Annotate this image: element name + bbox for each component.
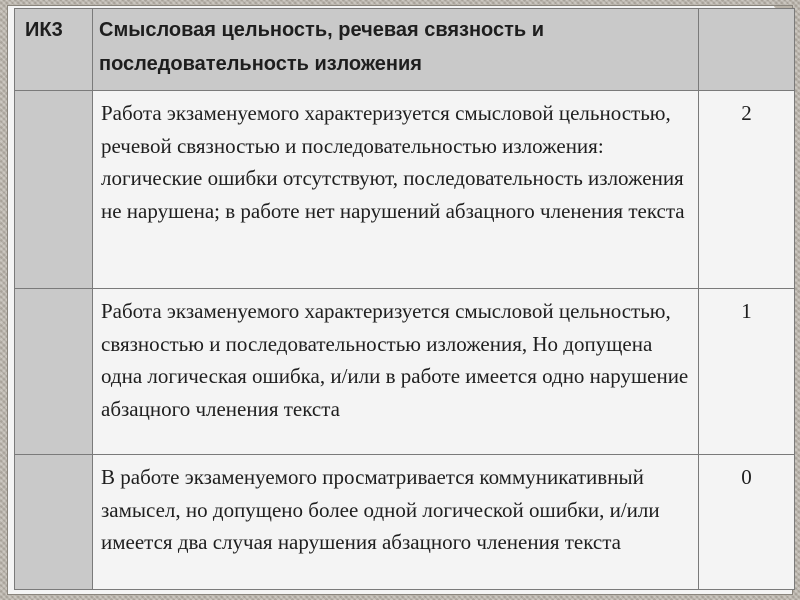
table-row (15, 455, 795, 590)
rubric-table (14, 8, 795, 590)
row-code-cell (15, 455, 93, 590)
table-row (15, 289, 795, 455)
criterion-title: Смысловая цельность, речевая связность и последовательность изложения (99, 19, 545, 75)
slide-page (8, 6, 792, 594)
row-description-cell (93, 91, 699, 289)
row-score: 1 (741, 299, 752, 323)
row-score-cell (699, 289, 795, 455)
criterion-code: ИК3 (25, 19, 63, 41)
row-score: 0 (741, 465, 752, 489)
row-description: Работа экзаменуемого характеризуется смысловой цельностью, связностью и последовательностью изложения, Но допущена одна логическая ошибка, и/или в работе имеется одно нарушение абзацного членения текста (101, 299, 689, 421)
row-description-cell (93, 455, 699, 590)
criterion-title-cell (93, 9, 699, 91)
table-header-row (15, 9, 795, 91)
criterion-code-cell (15, 9, 93, 91)
row-code-cell (15, 289, 93, 455)
row-description: Работа экзаменуемого характеризуется смысловой цельностью, речевой связностью и последовательностью изложения: логические ошибки отсутствуют, последовательность изложения не нарушена; в работе нет нарушений абзацного членения текста (101, 101, 685, 223)
row-description-cell (93, 289, 699, 455)
row-score-cell (699, 91, 795, 289)
row-score-cell (699, 455, 795, 590)
row-code-cell (15, 91, 93, 289)
row-score: 2 (741, 101, 752, 125)
table-row (15, 91, 795, 289)
score-header-cell (699, 9, 795, 91)
row-description: В работе экзаменуемого просматривается коммуникативный замысел, но допущено более одной логической ошибки, и/или имеется два случая нарушения абзацного членения текста (101, 465, 660, 554)
